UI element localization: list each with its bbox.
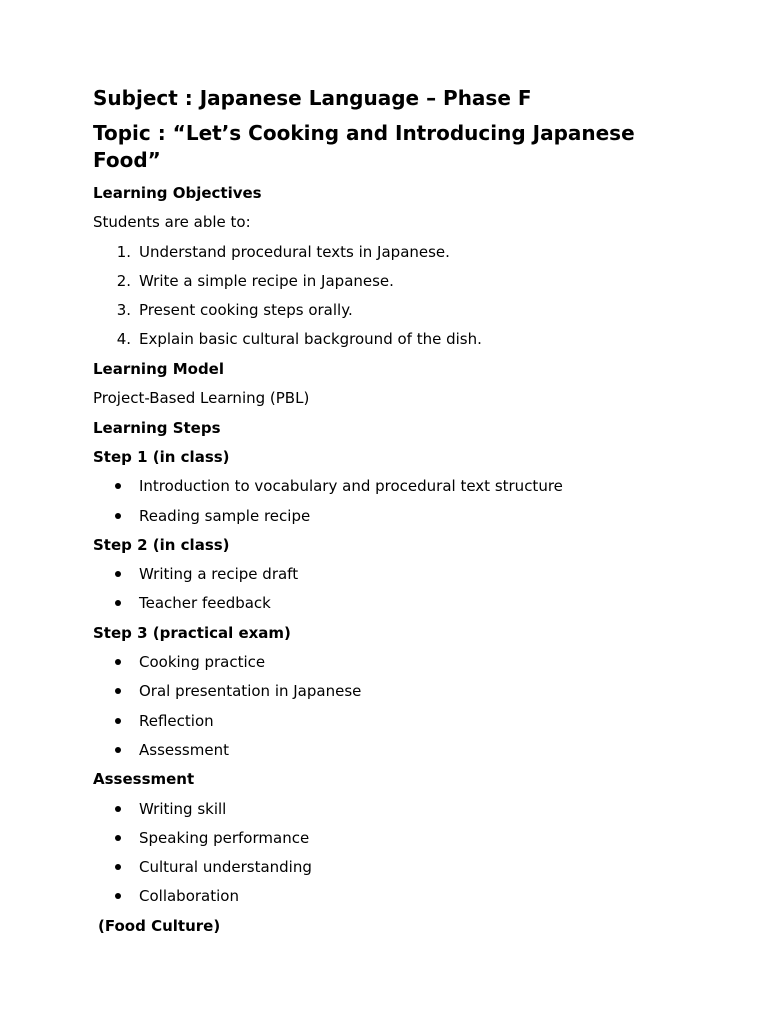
learning-objectives-heading: Learning Objectives xyxy=(93,184,262,202)
bullet-icon xyxy=(115,893,121,899)
bullet-icon xyxy=(115,571,121,577)
objectives-intro: Students are able to: xyxy=(93,213,251,231)
assessment-heading: Assessment xyxy=(93,770,195,788)
bullet-icon xyxy=(115,483,121,489)
list-item: Reading sample recipe xyxy=(139,507,311,525)
list-item: Cultural understanding xyxy=(139,858,312,876)
bullet-icon xyxy=(115,688,121,694)
objective-item: Explain basic cultural background of the dish. xyxy=(139,330,482,348)
objective-item: Present cooking steps orally. xyxy=(139,301,353,319)
objective-item: Write a simple recipe in Japanese. xyxy=(139,272,394,290)
bullet-icon xyxy=(115,600,121,606)
bullet-icon xyxy=(115,835,121,841)
list-item: Collaboration xyxy=(139,887,239,905)
bullet-icon xyxy=(115,513,121,519)
list-item: Teacher feedback xyxy=(139,594,271,612)
step-heading: Step 2 (in class) xyxy=(93,536,230,554)
list-item: Introduction to vocabulary and procedural text structure xyxy=(139,477,563,495)
food-culture-heading: (Food Culture) xyxy=(98,917,221,935)
step-heading: Step 3 (practical exam) xyxy=(93,624,291,642)
learning-model-heading: Learning Model xyxy=(93,360,224,378)
bullet-icon xyxy=(115,659,121,665)
list-item: Writing a recipe draft xyxy=(139,565,299,583)
list-item: Reflection xyxy=(139,712,214,730)
learning-model-text: Project-Based Learning (PBL) xyxy=(93,389,310,407)
objective-item: Understand procedural texts in Japanese. xyxy=(139,243,450,261)
objective-number: 4. xyxy=(116,330,131,348)
bullet-icon xyxy=(115,718,121,724)
bullet-icon xyxy=(115,747,121,753)
list-item: Writing skill xyxy=(139,800,227,818)
objective-number: 1. xyxy=(116,243,131,261)
bullet-icon xyxy=(115,806,121,812)
objective-number: 3. xyxy=(116,301,131,319)
list-item: Oral presentation in Japanese xyxy=(139,682,362,700)
list-item: Cooking practice xyxy=(139,653,266,671)
topic-heading: Topic : “Let’s Cooking and Introducing Japanese Food” xyxy=(93,121,635,172)
step-heading: Step 1 (in class) xyxy=(93,448,230,466)
objective-number: 2. xyxy=(116,272,131,290)
subject-heading: Subject : Japanese Language – Phase F xyxy=(93,86,532,110)
learning-steps-heading: Learning Steps xyxy=(93,419,221,437)
list-item: Speaking performance xyxy=(139,829,310,847)
bullet-icon xyxy=(115,864,121,870)
list-item: Assessment xyxy=(139,741,229,759)
